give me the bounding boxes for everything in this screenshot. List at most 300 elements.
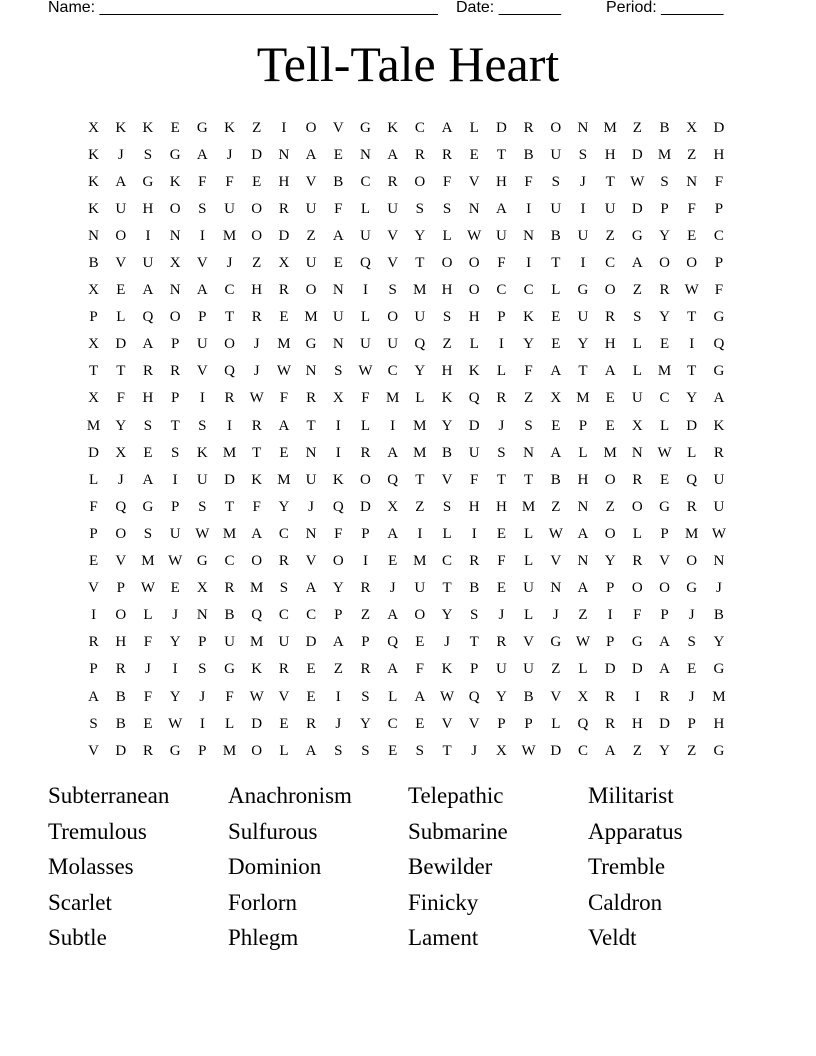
grid-letter: E [279, 309, 289, 326]
grid-letter: D [604, 661, 616, 678]
grid-letter: P [497, 715, 506, 732]
grid-row [80, 439, 735, 466]
grid-letter: S [198, 661, 207, 678]
grid-letter: A [387, 146, 399, 163]
grid-letter: G [360, 119, 371, 136]
grid-letter: U [495, 661, 507, 678]
grid-letter: N [523, 444, 535, 461]
grid-letter: E [170, 580, 180, 597]
grid-letter: N [360, 146, 371, 163]
grid-letter: U [414, 309, 426, 326]
grid-row [80, 412, 735, 439]
grid-row [80, 656, 735, 683]
grid-letter: H [604, 336, 616, 353]
grid-letter: I [471, 525, 477, 542]
grid-letter: A [115, 173, 127, 190]
grid-letter: U [224, 634, 235, 651]
grid-letter: R [414, 146, 425, 163]
period-field-label: Period: _______ [606, 0, 724, 16]
grid-letter: N [468, 200, 480, 217]
grid-letter: S [660, 173, 669, 190]
grid-letter: I [227, 417, 233, 434]
grid-letter: N [305, 444, 317, 461]
grid-letter: M [222, 742, 237, 759]
grid-letter: S [524, 417, 533, 434]
grid-letter: R [605, 309, 616, 326]
grid-letter: Z [442, 336, 452, 353]
grid-letter: S [361, 688, 370, 705]
grid-row [80, 602, 735, 629]
grid-letter: L [469, 119, 479, 136]
grid-letter: X [88, 119, 100, 136]
grid-letter: T [170, 417, 180, 434]
grid-letter: S [633, 309, 642, 326]
grid-letter: P [687, 715, 696, 732]
grid-row [80, 195, 735, 222]
grid-letter: P [170, 390, 180, 407]
grid-letter: D [360, 498, 371, 515]
word-bank [48, 780, 788, 958]
grid-letter: A [196, 146, 208, 163]
grid-letter: H [441, 282, 453, 299]
grid-letter: L [496, 363, 506, 380]
grid-letter: Z [333, 661, 343, 678]
grid-letter: O [604, 282, 616, 299]
grid-letter: E [496, 525, 506, 542]
grid-letter: N [169, 227, 181, 244]
grid-letter: L [415, 390, 425, 407]
grid-letter: I [335, 417, 341, 434]
grid-letter: M [277, 471, 291, 488]
grid-letter: S [143, 525, 153, 542]
grid-letter: R [605, 688, 616, 705]
grid-letter: U [631, 390, 643, 407]
grid-letter: E [551, 417, 561, 434]
grid-letter: A [305, 146, 317, 163]
grid-letter: E [687, 227, 697, 244]
grid-letter: R [387, 173, 398, 190]
grid-letter: Y [115, 417, 127, 434]
grid-letter: C [387, 715, 398, 732]
grid-letter: L [143, 607, 153, 624]
header-fields [48, 0, 768, 19]
grid-letter: Y [604, 553, 616, 570]
grid-letter: P [660, 525, 669, 542]
grid-letter: S [415, 200, 425, 217]
grid-letter: H [115, 634, 127, 651]
grid-letter: W [467, 227, 482, 244]
grid-letter: L [279, 742, 289, 759]
grid-letter: R [224, 580, 235, 597]
grid-letter: A [387, 525, 399, 542]
grid-letter: S [170, 444, 180, 461]
grid-letter: N [305, 525, 317, 542]
grid-letter: U [196, 471, 208, 488]
grid-letter: K [468, 363, 480, 380]
grid-letter: S [334, 742, 343, 759]
grid-letter: P [660, 607, 669, 624]
grid-letter: P [198, 309, 207, 326]
grid-letter: R [88, 634, 99, 651]
grid-letter: M [222, 227, 237, 244]
grid-letter: Q [115, 498, 127, 515]
grid-letter: S [442, 200, 452, 217]
grid-letter: E [279, 715, 289, 732]
grid-letter: H [468, 498, 480, 515]
grid-letter: A [88, 688, 100, 705]
grid-letter: A [414, 688, 426, 705]
grid-letter: F [116, 390, 125, 407]
grid-letter: C [523, 282, 534, 299]
grid-letter: N [88, 227, 100, 244]
grid-letter: D [251, 146, 263, 163]
grid-letter: A [305, 580, 317, 597]
grid-letter: G [169, 742, 181, 759]
grid-letter: U [387, 336, 399, 353]
grid-letter: V [88, 580, 100, 597]
grid-letter: V [441, 471, 453, 488]
word-bank-item: Apparatus [588, 818, 683, 844]
grid-letter: G [713, 363, 725, 380]
grid-letter: A [305, 742, 317, 759]
grid-letter: N [305, 363, 317, 380]
grid-letter: O [631, 498, 643, 515]
grid-letter: U [414, 580, 426, 597]
grid-letter: I [172, 471, 178, 488]
grid-letter: P [497, 309, 506, 326]
grid-letter: O [360, 471, 371, 488]
grid-letter: I [172, 661, 178, 678]
grid-letter: X [631, 417, 643, 434]
grid-letter: M [277, 336, 291, 353]
grid-letter: V [115, 553, 127, 570]
grid-letter: M [304, 309, 318, 326]
grid-letter: O [251, 200, 263, 217]
grid-letter: A [659, 634, 670, 651]
grid-letter: U [360, 336, 371, 353]
grid-letter: O [468, 255, 480, 272]
grid-letter: D [88, 444, 100, 461]
grid-letter: A [604, 742, 616, 759]
grid-letter: T [524, 471, 534, 488]
grid-letter: M [250, 634, 264, 651]
grid-letter: Z [605, 227, 615, 244]
grid-letter: Q [713, 336, 725, 353]
grid-letter: W [630, 173, 645, 190]
grid-row [80, 304, 735, 331]
grid-letter: F [470, 471, 479, 488]
grid-letter: F [524, 173, 533, 190]
grid-letter: E [415, 715, 425, 732]
grid-letter: A [441, 119, 453, 136]
grid-letter: H [251, 282, 263, 299]
grid-letter: R [523, 119, 534, 136]
grid-letter: I [607, 607, 613, 624]
grid-letter: L [578, 661, 588, 678]
grid-letter: O [224, 336, 235, 353]
grid-letter: U [495, 227, 507, 244]
grid-letter: Q [142, 309, 154, 326]
grid-letter: O [414, 173, 426, 190]
grid-letter: S [551, 173, 560, 190]
grid-letter: F [497, 553, 506, 570]
grid-letter: N [577, 119, 589, 136]
grid-letter: N [577, 553, 589, 570]
grid-row [80, 520, 735, 547]
grid-letter: P [198, 634, 207, 651]
grid-letter: J [199, 688, 206, 705]
grid-letter: X [88, 336, 100, 353]
grid-letter: A [550, 363, 562, 380]
grid-letter: Y [414, 227, 426, 244]
grid-letter: P [660, 200, 669, 217]
word-bank-item: Veldt [588, 925, 637, 950]
grid-letter: A [495, 200, 507, 217]
grid-letter: D [550, 742, 562, 759]
grid-letter: L [469, 336, 479, 353]
grid-letter: U [523, 580, 535, 597]
grid-letter: S [497, 444, 506, 461]
grid-letter: A [387, 661, 399, 678]
grid-letter: Z [632, 119, 642, 136]
grid-letter: E [605, 417, 615, 434]
grid-row [80, 683, 735, 710]
grid-letter: Z [632, 742, 642, 759]
grid-letter: E [89, 553, 99, 570]
grid-letter: J [253, 363, 260, 380]
grid-letter: V [441, 715, 453, 732]
grid-letter: K [224, 119, 235, 136]
grid-letter: G [550, 634, 562, 651]
grid-letter: O [169, 200, 181, 217]
grid-letter: X [387, 498, 399, 515]
grid-letter: K [142, 119, 154, 136]
word-bank-item: Finicky [408, 889, 479, 915]
grid-row [80, 737, 735, 764]
grid-letter: E [496, 580, 506, 597]
grid-letter: I [498, 336, 504, 353]
page-title: Tell-Tale Heart [256, 36, 560, 92]
grid-letter: B [550, 227, 561, 244]
grid-letter: R [713, 444, 724, 461]
grid-letter: U [360, 227, 371, 244]
grid-letter: G [169, 146, 181, 163]
grid-letter: D [278, 227, 290, 244]
grid-letter: U [604, 200, 616, 217]
grid-letter: S [442, 309, 452, 326]
grid-letter: P [89, 309, 98, 326]
grid-letter: U [224, 200, 235, 217]
grid-letter: F [442, 173, 452, 190]
grid-letter: O [305, 119, 317, 136]
grid-letter: T [496, 471, 506, 488]
grid-letter: K [88, 200, 100, 217]
grid-letter: L [360, 200, 371, 217]
grid-letter: A [332, 227, 344, 244]
grid-letter: S [198, 498, 207, 515]
grid-letter: J [688, 607, 695, 624]
grid-letter: J [117, 471, 124, 488]
grid-letter: C [605, 255, 616, 272]
grid-letter: U [523, 661, 535, 678]
grid-letter: F [252, 498, 261, 515]
grid-letter: T [306, 417, 316, 434]
grid-letter: C [224, 553, 235, 570]
word-bank-item: Bewilder [408, 854, 493, 879]
grid-letter: G [713, 661, 725, 678]
grid-letter: Y [495, 688, 507, 705]
grid-letter: Q [577, 715, 589, 732]
grid-letter: D [115, 742, 127, 759]
grid-letter: L [687, 444, 697, 461]
grid-row [80, 141, 735, 168]
word-bank-item: Sulfurous [228, 818, 318, 844]
grid-letter: Y [169, 634, 181, 651]
grid-letter: E [279, 444, 289, 461]
grid-letter: O [686, 553, 698, 570]
grid-letter: T [605, 173, 615, 190]
grid-letter: R [306, 715, 317, 732]
grid-letter: J [308, 498, 315, 515]
grid-letter: R [632, 471, 643, 488]
grid-letter: W [168, 715, 183, 732]
grid-letter: I [335, 688, 341, 705]
grid-letter: A [142, 471, 154, 488]
grid-letter: E [415, 634, 425, 651]
grid-letter: V [196, 363, 208, 380]
grid-letter: L [89, 471, 99, 488]
grid-letter: M [413, 417, 427, 434]
grid-letter: E [388, 553, 398, 570]
grid-letter: R [605, 715, 616, 732]
grid-letter: J [471, 742, 478, 759]
grid-letter: G [659, 498, 670, 515]
grid-letter: Q [387, 634, 399, 651]
grid-letter: U [169, 525, 181, 542]
grid-row [80, 575, 735, 602]
grid-letter: G [305, 336, 317, 353]
grid-letter: V [278, 688, 290, 705]
grid-letter: P [524, 715, 533, 732]
grid-letter: E [143, 444, 153, 461]
grid-letter: Q [332, 498, 344, 515]
grid-letter: Z [605, 498, 615, 515]
grid-letter: T [89, 363, 99, 380]
grid-letter: W [439, 688, 455, 705]
grid-letter: S [334, 363, 343, 380]
grid-letter: P [605, 580, 615, 597]
grid-row [80, 277, 735, 304]
grid-letter: O [169, 309, 181, 326]
grid-letter: G [631, 634, 643, 651]
grid-letter: J [580, 173, 586, 190]
grid-letter: L [632, 525, 642, 542]
grid-letter: M [385, 390, 400, 407]
grid-letter: Z [415, 498, 425, 515]
grid-letter: I [526, 255, 532, 272]
grid-letter: M [413, 282, 427, 299]
grid-letter: U [713, 498, 725, 515]
grid-letter: P [714, 255, 724, 272]
grid-letter: Y [414, 363, 426, 380]
grid-letter: L [442, 227, 452, 244]
grid-letter: B [550, 471, 561, 488]
grid-letter: L [388, 688, 398, 705]
grid-letter: X [495, 742, 507, 759]
grid-letter: A [387, 607, 399, 624]
word-bank-item: Caldron [588, 889, 663, 915]
grid-letter: S [388, 282, 397, 299]
grid-letter: W [521, 742, 536, 759]
grid-letter: C [360, 173, 371, 190]
grid-letter: E [333, 146, 343, 163]
grid-letter: M [413, 444, 427, 461]
grid-letter: R [278, 282, 289, 299]
grid-letter: A [713, 390, 725, 407]
grid-letter: P [116, 580, 125, 597]
grid-letter: J [172, 607, 179, 624]
grid-letter: B [713, 607, 724, 624]
grid-letter: S [198, 417, 207, 434]
grid-letter: Y [278, 498, 290, 515]
grid-letter: D [495, 119, 507, 136]
grid-letter: S [143, 146, 153, 163]
grid-letter: R [469, 553, 480, 570]
grid-letter: H [142, 200, 154, 217]
grid-letter: M [222, 525, 237, 542]
grid-letter: M [250, 580, 264, 597]
grid-letter: R [442, 146, 453, 163]
grid-letter: J [389, 580, 396, 597]
grid-letter: Z [551, 498, 561, 515]
grid-letter: R [360, 661, 371, 678]
grid-letter: T [442, 580, 452, 597]
grid-letter: J [253, 336, 260, 353]
grid-letter: O [414, 607, 426, 624]
grid-letter: W [249, 390, 264, 407]
grid-letter: W [140, 580, 156, 597]
grid-letter: P [334, 607, 343, 624]
grid-letter: D [305, 634, 317, 651]
grid-letter: K [251, 471, 263, 488]
grid-letter: Z [252, 119, 262, 136]
grid-letter: L [360, 417, 371, 434]
grid-letter: U [577, 309, 589, 326]
grid-letter: J [226, 146, 233, 163]
word-bank-item: Anachronism [228, 783, 352, 808]
grid-letter: B [333, 173, 344, 190]
grid-letter: T [687, 309, 697, 326]
grid-letter: R [659, 282, 670, 299]
grid-letter: N [278, 146, 290, 163]
grid-letter: M [141, 553, 155, 570]
grid-letter: Q [468, 688, 480, 705]
grid-letter: A [251, 525, 263, 542]
grid-letter: H [441, 363, 453, 380]
grid-letter: G [713, 309, 725, 326]
grid-letter: R [278, 661, 289, 678]
grid-letter: O [604, 525, 616, 542]
grid-letter: K [441, 661, 453, 678]
word-bank-item: Telepathic [408, 783, 504, 808]
grid-letter: L [578, 444, 588, 461]
grid-letter: M [603, 119, 617, 136]
grid-letter: P [170, 336, 180, 353]
grid-letter: O [251, 553, 263, 570]
grid-letter: M [603, 444, 617, 461]
grid-row [80, 548, 735, 575]
grid-letter: G [196, 553, 208, 570]
